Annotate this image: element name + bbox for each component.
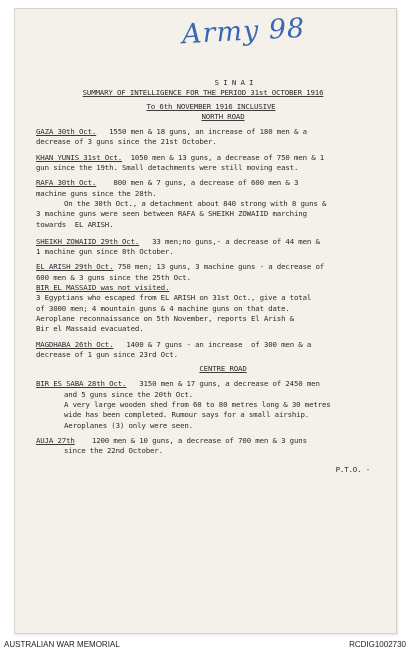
rafa-line-1: 800 men & 7 guns, a decrease of 600 men & 3 <box>113 178 299 188</box>
intelligence-summary <box>36 78 392 475</box>
khan-yunis-line-1: 1050 men & 13 guns, a decrease of 750 men & 1 <box>130 152 325 162</box>
handwritten-annotation: Army 98 <box>181 12 306 51</box>
place-auja: AUJA 27th <box>36 435 75 445</box>
bir-es-saba-line-2: and 5 guns since the 20th Oct. <box>64 389 193 399</box>
gaza-line-1: 1550 men & 18 guns, an increase of 180 men & a <box>109 127 307 137</box>
place-bir-es-saba: BIR ES SABA 28th Oct. <box>36 379 127 389</box>
auja-line-1: 1200 men & 10 guns, a decrease of 700 men & 3 guns <box>91 435 307 445</box>
rafa-line-2: machine guns since the 28th. <box>36 188 157 198</box>
entry-el-arish <box>36 262 392 334</box>
footer-credit: AUSTRALIAN WAR MEMORIAL <box>4 640 120 649</box>
el-arish-line-5: of 3000 men; 4 mountain guns & 4 machine guns on that date. <box>36 303 290 313</box>
entry-magdhaba <box>36 340 392 361</box>
entry-bir-es-saba <box>36 379 392 430</box>
rafa-line-3: On the 30th Oct., a detachment about 840 strong with 8 guns & <box>64 198 327 208</box>
bir-es-saba-line-5: Aeroplanes (3) only were seen. <box>64 420 193 430</box>
el-arish-line-4: 3 Egyptians who escaped from EL ARISH on 31st Oct., give a total <box>36 293 312 303</box>
summary-title: SUMMARY OF INTELLIGENCE FOR THE PERIOD 31st OCTOBER 1916 <box>82 88 324 98</box>
place-sheikh-zowaiid: SHEIKH ZOWAIID 29th Oct. <box>36 236 140 246</box>
place-rafa: RAFA 30th Oct. <box>36 178 97 188</box>
centre-road-heading: CENTRE ROAD <box>199 364 247 374</box>
footer-catalogue-id: RCDIG1002730 <box>349 640 406 649</box>
entry-khan-yunis <box>36 153 392 174</box>
pto-note: P.T.O. - <box>335 464 370 474</box>
bir-es-saba-line-4: wide has been completed. Rumour says for a small airship. <box>64 410 310 420</box>
entry-rafa <box>36 178 392 229</box>
el-arish-line-1: 750 men; 13 guns, 3 machine guns - a decrease of <box>117 262 325 272</box>
magdhaba-line-2: decrease of 1 gun since 23rd Oct. <box>36 349 178 359</box>
region-heading: S I N A I <box>214 78 254 87</box>
el-arish-line-2: 600 men & 3 guns since the 25th Oct. <box>36 272 191 282</box>
rafa-line-4: 3 machine guns were seen between RAFA & SHEIKH ZOWAIID marching <box>36 209 307 219</box>
auja-line-2: since the 22nd October. <box>64 446 163 456</box>
khan-yunis-line-2: gun since the 19th. Small detachments were still moving east. <box>36 163 299 173</box>
place-magdhaba: MAGDHABA 26th Oct. <box>36 339 114 349</box>
north-road-heading: NORTH ROAD <box>201 111 245 121</box>
entry-auja <box>36 436 392 457</box>
rafa-line-5: towards EL ARISH. <box>36 219 114 229</box>
el-arish-line-7: Bir el Massaid evacuated. <box>36 324 144 334</box>
place-el-arish: EL ARISH 29th Oct. <box>36 262 114 272</box>
entry-sheikh-zowaiid <box>36 237 392 258</box>
gaza-line-2: decrease of 3 guns since the 21st October. <box>36 137 217 147</box>
entry-gaza <box>36 127 392 148</box>
place-gaza: GAZA 30th Oct. <box>36 127 97 137</box>
period-end: To 6th NOVEMBER 1916 INCLUSIVE <box>146 101 276 111</box>
magdhaba-line-1: 1400 & 7 guns - an increase of 300 men & a <box>126 339 312 349</box>
el-arish-line-3: BIR EL MASSAID was not visited. <box>36 283 170 293</box>
sheikh-zowaiid-line-1: 33 men;no guns,- a decrease of 44 men & <box>152 236 320 246</box>
bir-es-saba-line-3: A very large wooden shed from 60 to 80 metres long & 30 metres <box>64 400 331 410</box>
sheikh-zowaiid-line-2: 1 machine gun since 8th October. <box>36 247 174 257</box>
place-khan-yunis: KHAN YUNIS 31st Oct. <box>36 152 122 162</box>
bir-es-saba-line-1: 3150 men & 17 guns, a decrease of 2450 men <box>139 379 320 389</box>
el-arish-line-6: Aeroplane reconnaissance on 5th November, reports El Arish & <box>36 313 294 323</box>
